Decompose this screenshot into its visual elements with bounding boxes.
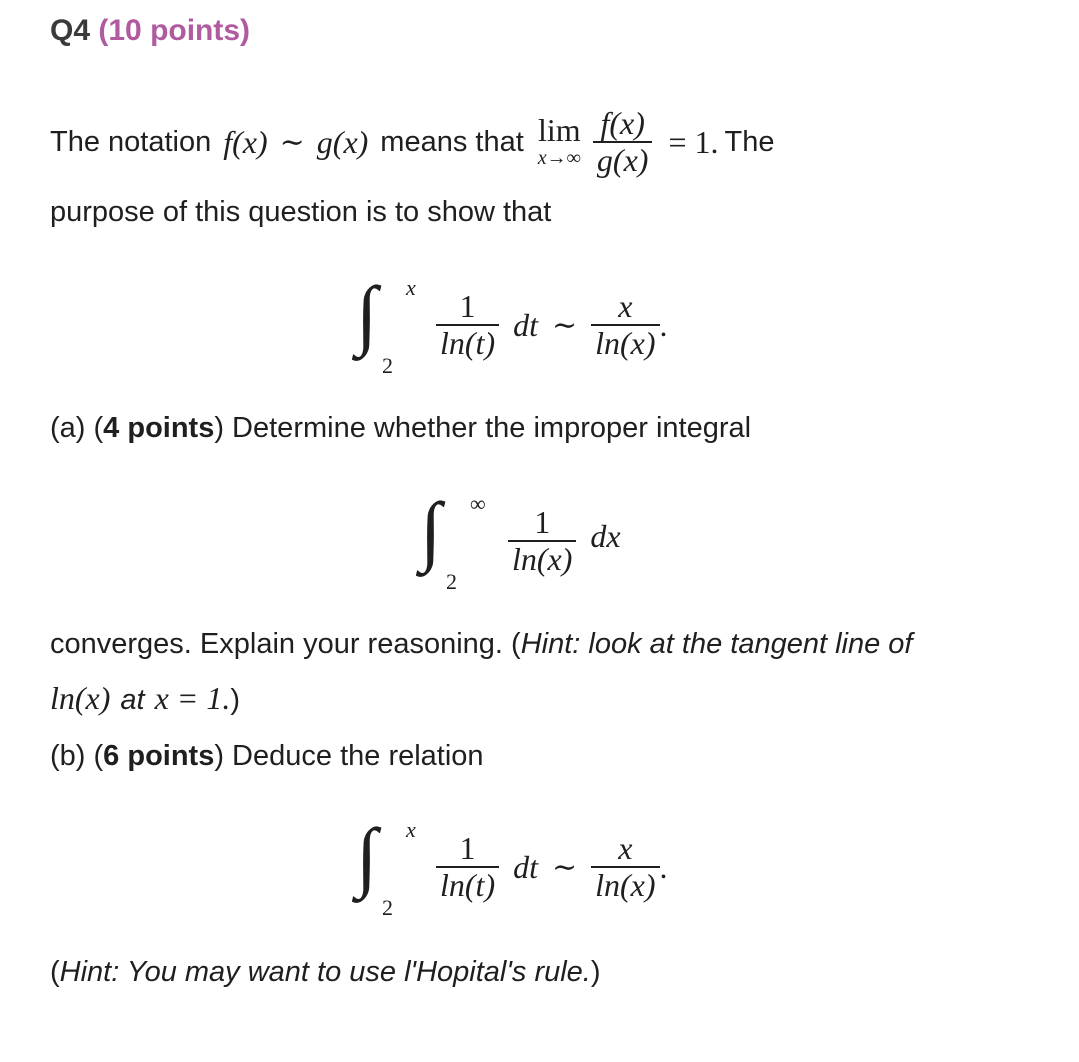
part-a-integral-sign <box>420 486 498 594</box>
intro-prefix: The notation <box>50 125 212 158</box>
part-a-denominator: ln(x) <box>508 540 576 577</box>
integrand-fraction <box>436 289 499 361</box>
part-a-hint-at: at <box>120 684 145 716</box>
intro-gx: g(x) <box>316 123 369 160</box>
part-b-heading <box>50 740 484 773</box>
part-a-label-open: (a) ( <box>50 412 104 444</box>
intro-means-that: means that <box>380 125 524 158</box>
part-b-formula <box>356 812 668 922</box>
part-b-label-open: (b) ( <box>50 740 104 772</box>
part-b-formula-period: . <box>659 848 668 885</box>
rhs-fraction <box>591 289 659 361</box>
sim-symbol: ∼ <box>551 308 578 342</box>
part-a-numerator: 1 <box>534 503 551 540</box>
part-a-label-close: ) Determine whether the improper integral <box>214 412 752 444</box>
part-a-upper-limit: ∞ <box>470 491 486 516</box>
part-a-heading <box>50 412 751 445</box>
question-header <box>50 14 250 48</box>
limit-fraction <box>593 106 653 178</box>
intro-line-1 <box>50 92 774 192</box>
part-a-integral-symbol: ∫ <box>420 486 442 573</box>
part-b-integrand-numerator: 1 <box>459 829 476 866</box>
differential: dt <box>513 306 538 343</box>
lim-text: lim <box>538 112 581 148</box>
integrand-numerator: 1 <box>459 287 476 324</box>
question-points: (10 points) <box>98 14 251 47</box>
integrand-denominator: ln(t) <box>436 324 499 361</box>
part-b-differential: dt <box>513 848 538 885</box>
part-b-sim-symbol: ∼ <box>551 850 578 884</box>
intro-the: The <box>724 125 775 158</box>
main-formula <box>356 270 668 380</box>
part-b-points: 6 points <box>103 740 215 772</box>
part-b-integral-sign <box>356 812 426 920</box>
part-b-lower-limit: 2 <box>382 895 393 920</box>
part-a-lower-limit: 2 <box>446 569 457 594</box>
intro-line-2: purpose of this question is to show that <box>50 196 552 228</box>
part-a-hint: Hint: look at the tangent line of <box>520 628 913 660</box>
part-a-hint-x-eq: x = 1. <box>154 680 231 716</box>
part-b-rhs-denominator: ln(x) <box>591 866 659 903</box>
part-a-fraction <box>508 505 576 577</box>
rhs-denominator: ln(x) <box>591 324 659 361</box>
part-b-rhs-fraction <box>591 831 659 903</box>
limit-denominator: g(x) <box>593 141 653 178</box>
part-a-hint-close: ) <box>230 684 241 716</box>
integral-symbol: ∫ <box>356 270 378 357</box>
question-label: Q4 <box>50 14 91 47</box>
part-b-hint-open: ( <box>50 956 60 988</box>
part-a-points: 4 points <box>103 412 215 444</box>
part-a-converges: converges. Explain your reasoning. ( <box>50 628 521 660</box>
part-b-rhs-numerator: x <box>618 829 633 866</box>
rhs-numerator: x <box>618 287 633 324</box>
lim-subscript: x→∞ <box>537 147 581 169</box>
integral-sign <box>356 270 426 378</box>
integral-upper-limit: x <box>406 275 416 300</box>
part-b-integral-symbol: ∫ <box>356 812 378 899</box>
integral-lower-limit: 2 <box>382 353 393 378</box>
part-b-hint: Hint: You may want to use l'Hopital's rule. <box>59 956 591 988</box>
part-a-hint-line-2 <box>50 680 240 717</box>
formula-period: . <box>659 306 668 343</box>
part-b-upper-limit: x <box>406 817 416 842</box>
limit-operator <box>538 114 581 170</box>
part-b-hint-line <box>50 956 601 989</box>
part-a-converges-line <box>50 628 912 661</box>
part-b-integrand-denominator: ln(t) <box>436 866 499 903</box>
intro-fx: f(x) <box>223 123 268 160</box>
intro-sim: ∼ <box>279 125 305 159</box>
part-a-hint-ln: ln(x) <box>50 680 111 716</box>
part-a-integral <box>420 486 621 596</box>
part-b-hint-close: ) <box>590 956 601 988</box>
part-a-differential: dx <box>590 517 621 554</box>
part-b-label-close: ) Deduce the relation <box>214 740 484 772</box>
equals-one: = 1. <box>668 123 719 160</box>
part-b-integrand-fraction <box>436 831 499 903</box>
limit-numerator: f(x) <box>600 104 645 141</box>
